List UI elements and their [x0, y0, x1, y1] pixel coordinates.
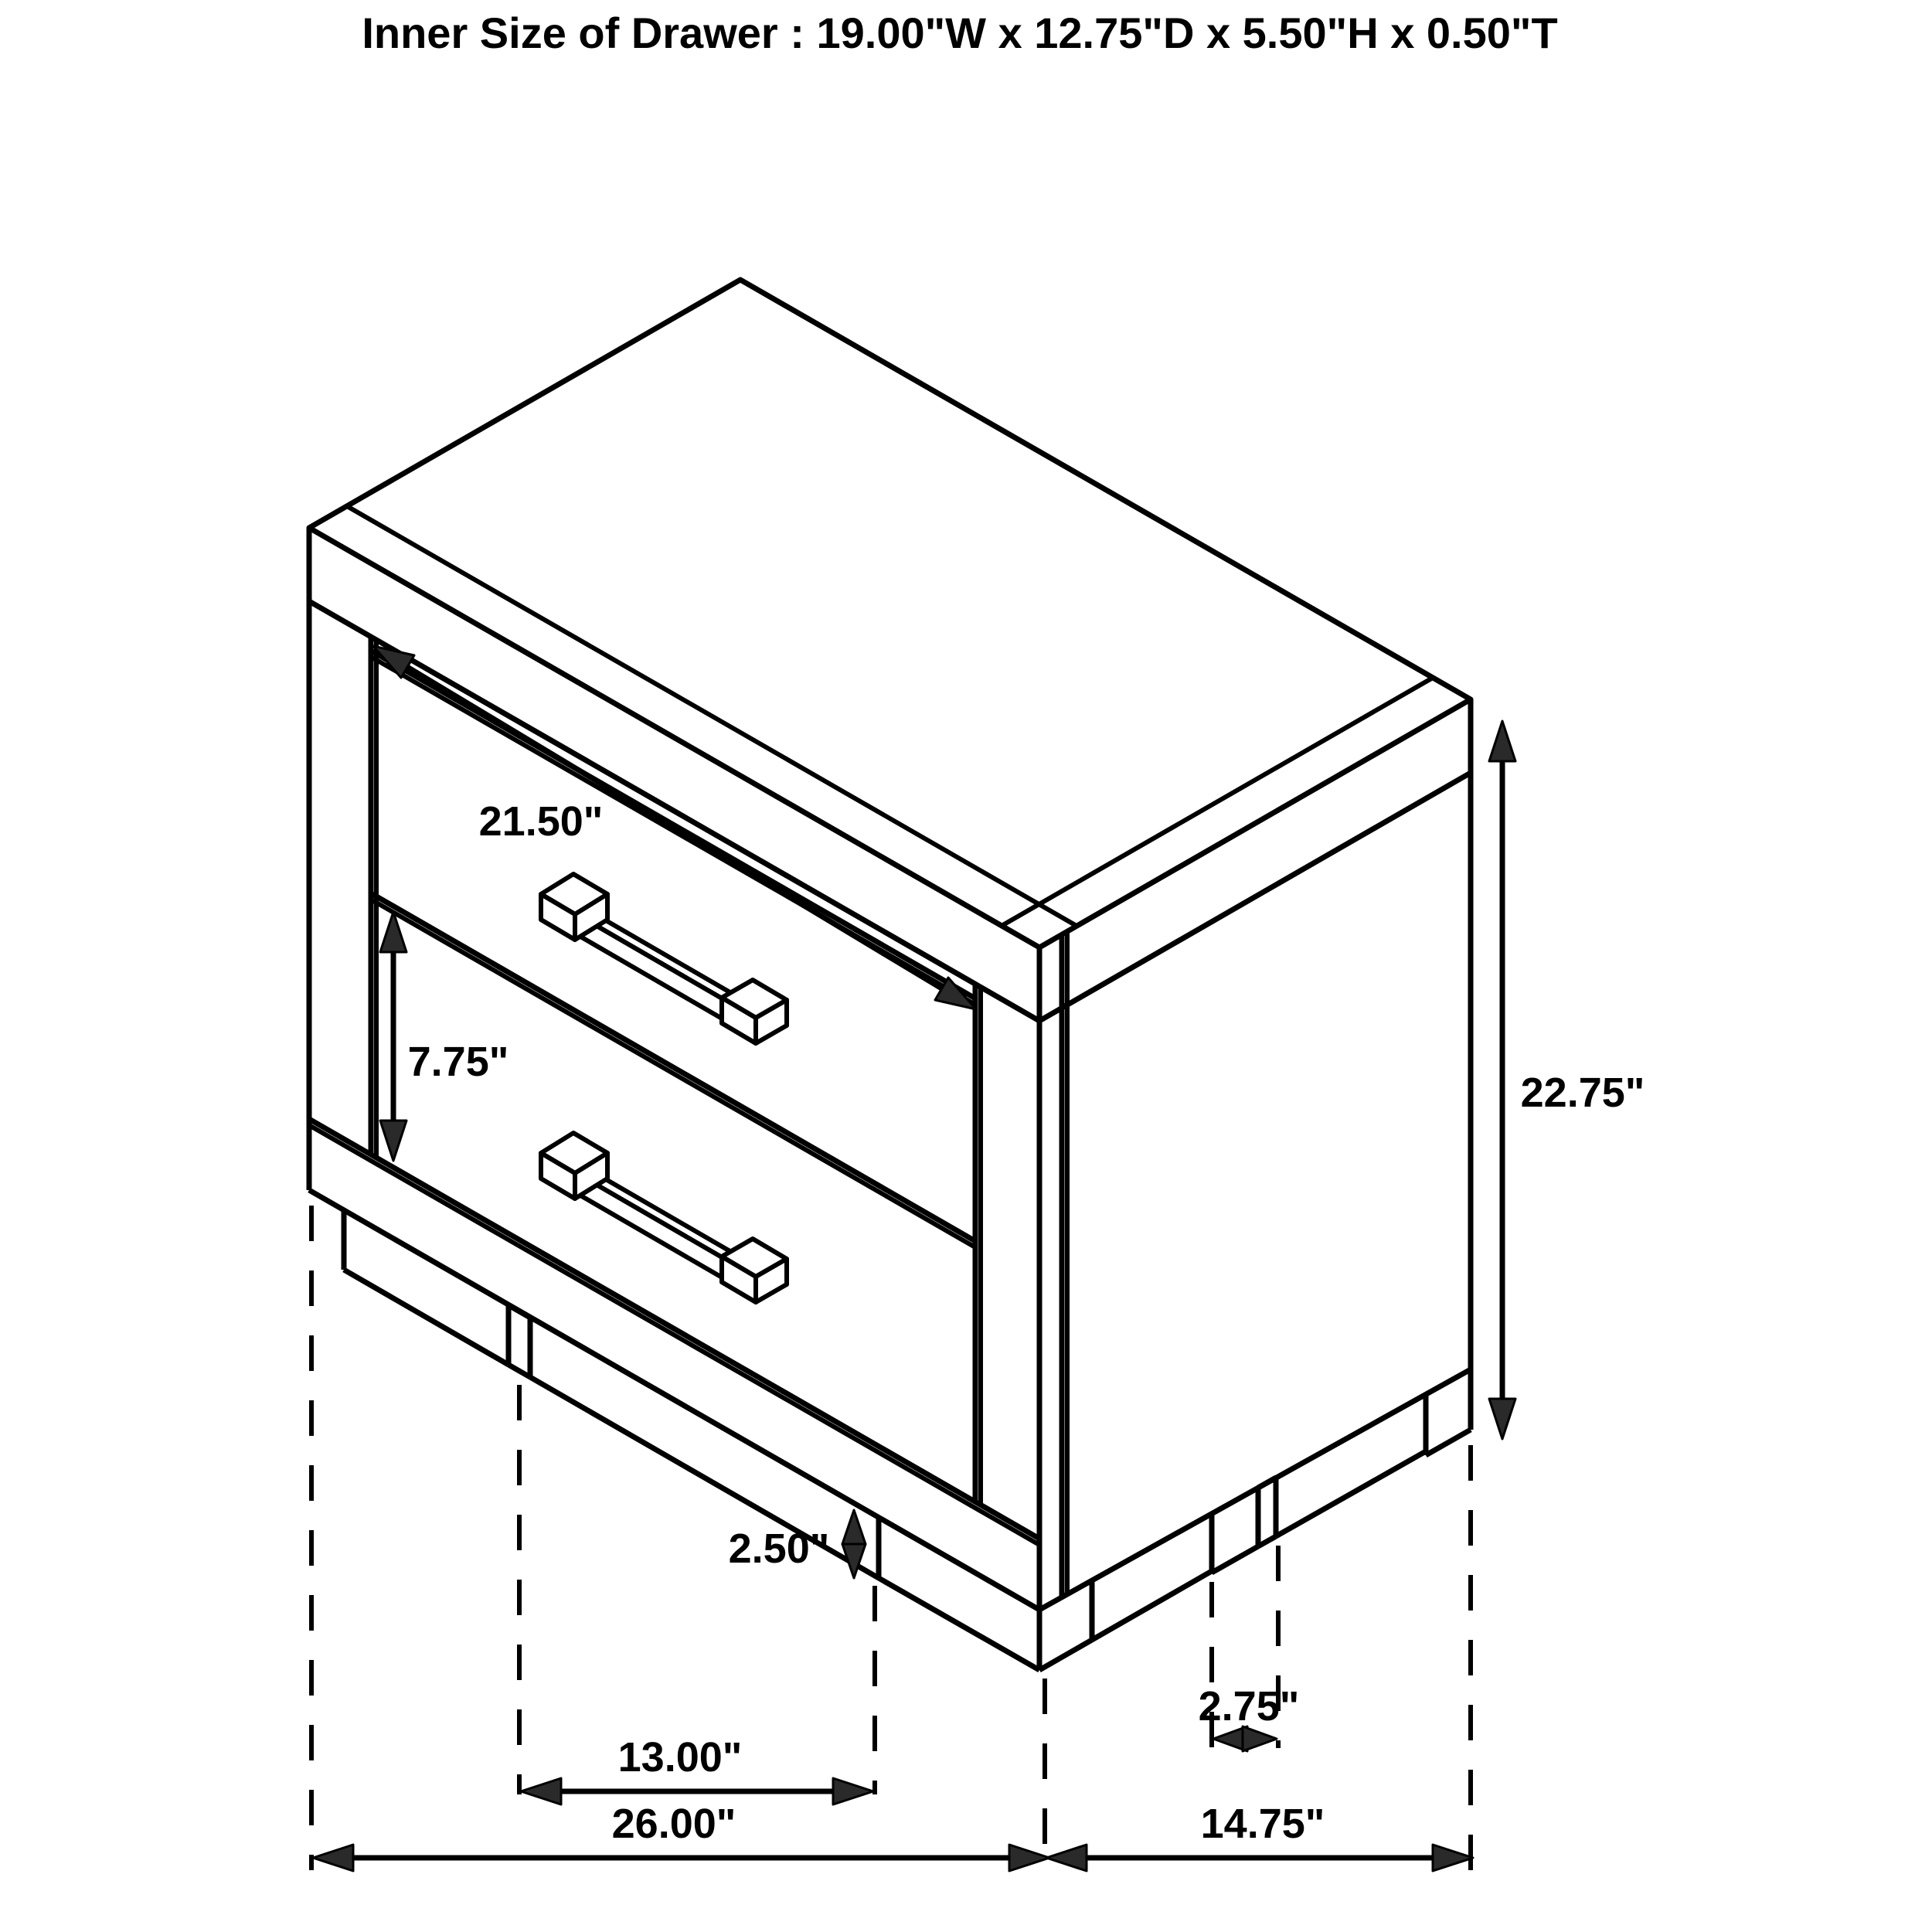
handle-2 [541, 1133, 787, 1302]
label-overall-width: 26.00" [611, 1801, 736, 1847]
dimension-overall-height [1489, 721, 1645, 1439]
leg-edge [879, 1578, 1039, 1670]
arrowhead-left [313, 1845, 353, 1871]
top-face [309, 280, 1471, 947]
carcass-bottom-side [1039, 1369, 1471, 1610]
side-middle-leg [1212, 1478, 1276, 1573]
leg-edge [1039, 1640, 1092, 1670]
arrowhead-down [380, 1121, 406, 1161]
dimension-overall-depth [1046, 1801, 1473, 1871]
carcass-bottom-front [309, 1190, 1039, 1610]
dimension-overall-width [313, 1801, 1049, 1871]
arrowhead-left [1046, 1845, 1087, 1871]
diagram-title: Inner Size of Drawer : 19.00"W x 12.75"D x 5.50"H x 0.50"T [362, 9, 1558, 57]
arrowhead-right [1009, 1845, 1049, 1871]
label-front-leg-spacing: 13.00" [617, 1734, 743, 1781]
arrowhead-right [833, 1778, 873, 1804]
label-overall-height: 22.75" [1520, 1070, 1645, 1116]
arrowhead-up [1489, 721, 1515, 761]
label-drawer-front-height: 7.75" [407, 1039, 509, 1085]
top-face-outline [309, 280, 1471, 947]
arrowhead-left [521, 1778, 561, 1804]
label-base-clearance: 2.50" [728, 1526, 830, 1572]
legs-and-base [344, 1210, 1471, 1670]
leg-edge [1212, 1546, 1258, 1573]
arrowhead-right [1433, 1845, 1473, 1871]
dimension-base-clearance [729, 1510, 866, 1578]
dimension-front-leg-spacing [521, 1734, 873, 1804]
label-side-leg-width: 2.75" [1198, 1683, 1300, 1730]
bottom-rail-top-a [309, 1119, 1039, 1539]
projection-lines [311, 1206, 1471, 1870]
nightstand-drawing [309, 280, 1471, 1670]
plinth-bottom-side-front [1092, 1571, 1212, 1640]
leg-edge [509, 1365, 530, 1377]
bottom-rail-top-b [309, 1125, 1039, 1545]
label-overall-depth: 14.75" [1200, 1801, 1325, 1847]
arrowhead-right [1243, 1726, 1277, 1751]
leg-edge [509, 1305, 530, 1318]
dimension-drawer-front-height [380, 912, 509, 1161]
arrowhead-down [1489, 1399, 1515, 1439]
arrowhead-up [842, 1510, 866, 1544]
leg-edge [344, 1270, 509, 1365]
label-drawer-front-width: 21.50" [478, 798, 604, 845]
back-right-leg [1426, 1396, 1471, 1455]
leg-edge [1426, 1430, 1471, 1455]
